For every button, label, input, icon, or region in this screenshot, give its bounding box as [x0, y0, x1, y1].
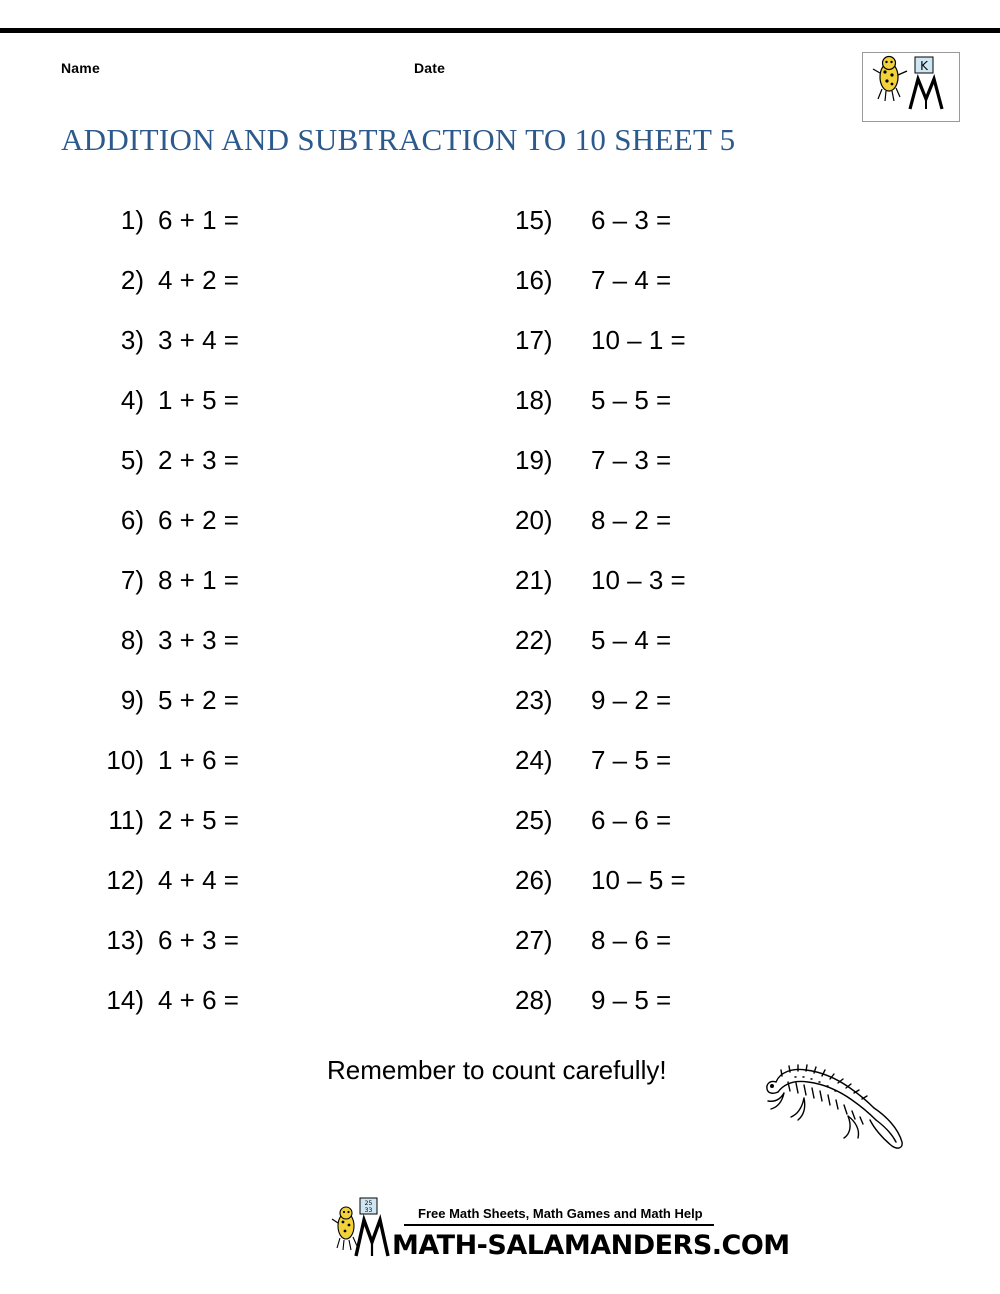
- question-number: 28): [515, 985, 553, 1015]
- question-number: 9): [120, 685, 144, 715]
- question-row: [515, 745, 875, 805]
- question-number: 13): [106, 925, 144, 955]
- question-number: 3): [120, 325, 144, 355]
- question-row: [515, 265, 875, 325]
- question-text: 6 – 3 =: [591, 205, 672, 235]
- question-number: 2): [120, 265, 144, 295]
- question-row: [92, 745, 422, 805]
- question-number: 12): [106, 865, 144, 895]
- salamander-logo-icon: [863, 53, 959, 121]
- question-text: 8 – 2 =: [591, 505, 672, 535]
- question-row: [92, 385, 422, 445]
- question-text: 7 – 5 =: [591, 745, 672, 775]
- question-text: 4 + 6 =: [158, 985, 239, 1015]
- question-text: 5 – 4 =: [591, 625, 672, 655]
- name-field-label: Name: [61, 60, 100, 76]
- question-text: 3 + 3 =: [158, 625, 239, 655]
- question-row: [515, 385, 875, 445]
- page-title: ADDITION AND SUBTRACTION TO 10 SHEET 5: [61, 122, 736, 157]
- question-row: [92, 805, 422, 865]
- question-text: 4 + 4 =: [158, 865, 239, 895]
- question-row: [515, 505, 875, 565]
- question-row: [92, 325, 422, 385]
- question-text: 8 – 6 =: [591, 925, 672, 955]
- question-row: [515, 865, 875, 925]
- question-text: 9 – 5 =: [591, 985, 672, 1015]
- question-row: [92, 985, 422, 1045]
- footer-note: Remember to count carefully!: [327, 1055, 667, 1085]
- question-text: 3 + 4 =: [158, 325, 239, 355]
- question-number: 8): [120, 625, 144, 655]
- question-text: 7 – 3 =: [591, 445, 672, 475]
- question-row: [515, 685, 875, 745]
- question-text: 1 + 6 =: [158, 745, 239, 775]
- salamander-logo: [862, 52, 960, 122]
- question-number: 20): [515, 505, 553, 535]
- brand-site-name: MATH-SALAMANDERS.COM: [392, 1230, 790, 1261]
- question-text: 10 – 3 =: [591, 565, 686, 595]
- question-row: [92, 265, 422, 325]
- question-row: [515, 565, 875, 625]
- question-number: 23): [515, 685, 553, 715]
- question-row: [515, 205, 875, 265]
- question-number: 7): [120, 565, 144, 595]
- brand-divider: [404, 1224, 714, 1226]
- question-number: 4): [120, 385, 144, 415]
- question-row: [515, 445, 875, 505]
- question-row: [92, 565, 422, 625]
- question-text: 5 + 2 =: [158, 685, 239, 715]
- question-text: 10 – 1 =: [591, 325, 686, 355]
- question-number: 21): [515, 565, 553, 595]
- question-number: 15): [515, 205, 553, 235]
- question-number: 10): [106, 745, 144, 775]
- question-text: 10 – 5 =: [591, 865, 686, 895]
- question-text: 2 + 5 =: [158, 805, 239, 835]
- question-text: 9 – 2 =: [591, 685, 672, 715]
- svg-text:33: 33: [364, 1207, 373, 1214]
- question-row: [92, 925, 422, 985]
- question-number: 11): [108, 805, 144, 835]
- question-text: 4 + 2 =: [158, 265, 239, 295]
- question-number: 5): [120, 445, 144, 475]
- question-number: 6): [120, 505, 144, 535]
- question-text: 6 + 3 =: [158, 925, 239, 955]
- question-row: [92, 445, 422, 505]
- salamander-illustration-icon: [762, 1046, 908, 1160]
- question-number: 14): [106, 985, 144, 1015]
- question-number: 1): [120, 205, 144, 235]
- question-text: 6 + 1 =: [158, 205, 239, 235]
- question-number: 19): [515, 445, 553, 475]
- question-number: 17): [515, 325, 553, 355]
- date-field-label: Date: [414, 60, 446, 76]
- question-text: 1 + 5 =: [158, 385, 239, 415]
- question-row: [515, 325, 875, 385]
- question-number: 22): [515, 625, 553, 655]
- question-row: [515, 925, 875, 985]
- question-row: [515, 985, 875, 1045]
- svg-text:K: K: [920, 59, 928, 73]
- svg-text:25: 25: [364, 1200, 373, 1207]
- question-number: 25): [515, 805, 553, 835]
- questions-column-left: [92, 205, 422, 1045]
- question-number: 26): [515, 865, 553, 895]
- top-divider: [0, 28, 1000, 33]
- question-number: 18): [515, 385, 553, 415]
- question-row: [92, 505, 422, 565]
- question-text: 8 + 1 =: [158, 565, 239, 595]
- question-row: [92, 205, 422, 265]
- question-text: 2 + 3 =: [158, 445, 239, 475]
- question-number: 24): [515, 745, 553, 775]
- question-row: [92, 625, 422, 685]
- question-number: 27): [515, 925, 553, 955]
- brand-tagline: Free Math Sheets, Math Games and Math Help: [418, 1206, 703, 1221]
- question-number: 16): [515, 265, 553, 295]
- question-row: [92, 865, 422, 925]
- question-text: 5 – 5 =: [591, 385, 672, 415]
- question-row: [515, 625, 875, 685]
- question-text: 6 – 6 =: [591, 805, 672, 835]
- question-text: 6 + 2 =: [158, 505, 239, 535]
- question-row: [92, 685, 422, 745]
- questions-column-right: [515, 205, 875, 1045]
- question-text: 7 – 4 =: [591, 265, 672, 295]
- question-row: [515, 805, 875, 865]
